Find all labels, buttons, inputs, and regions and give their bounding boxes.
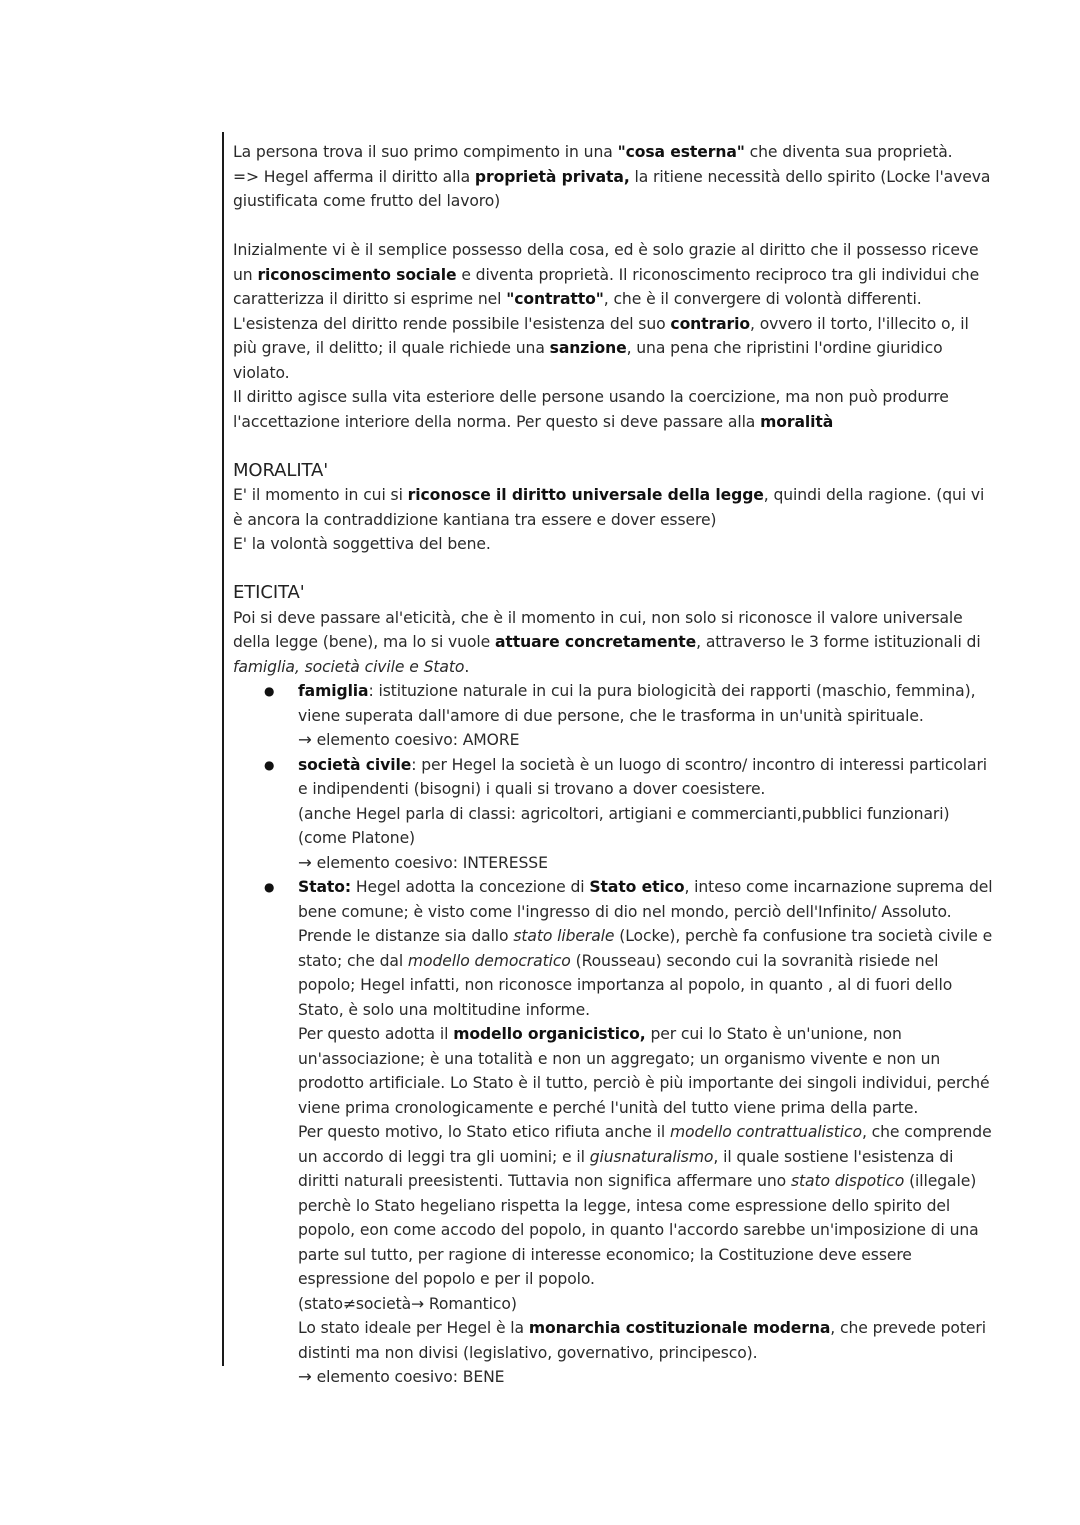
text: : istituzione naturale in cui la pura biologicità dei rapporti (maschio, femmina), viene superata dall'amore di due persone, che le trasforma in un'unità spirituale. <box>298 682 976 725</box>
text: elemento coesivo: AMORE <box>316 731 520 749</box>
text: (anche Hegel parla di classi: agricoltori, artigiani e commercianti,pubblici funzionari) <box>298 804 950 823</box>
text: , che comprende un accordo di leggi tra gli uomini; e il <box>298 1123 992 1166</box>
text: (illegale) perchè lo Stato hegeliano rispetta la legge, intesa come espressione dello spirito del popolo, eon come accodo del popolo, in quanto l'accordo sarebbe un'imposizione di una parte sul tutto, per ragione di interesse economico; la Costituzione deve essere espressione del popolo e per il popolo. <box>298 1172 979 1288</box>
text: => Hegel afferma il diritto alla <box>233 167 475 186</box>
elemento-coesivo <box>298 728 993 753</box>
bold-text: Stato etico <box>589 878 685 896</box>
paragraph <box>233 483 993 532</box>
text: . <box>464 657 470 676</box>
paragraph <box>233 312 993 386</box>
elemento-coesivo <box>298 1365 993 1390</box>
text: L'esistenza del diritto rende possibile l'esistenza del suo <box>233 314 671 333</box>
arrow-icon: → <box>298 730 312 749</box>
list-item-famiglia <box>298 679 993 753</box>
section-heading-moralita: MORALITA' <box>233 459 329 481</box>
text: , il quale sostiene l'esistenza di diritti naturali preesistenti. Tuttavia non significa affermare uno <box>298 1147 954 1190</box>
list-item-societa-civile <box>298 753 993 876</box>
text: Il diritto agisce sulla vita esteriore delle persone usando la coercizione, ma non può produrre l'accettazione interiore della norma. Per questo si deve passare alla <box>233 388 949 431</box>
text: la ritiene necessità dello spirito (Locke l'aveva giustificata come frutto del lavoro) <box>233 167 991 210</box>
bold-text: modello organicistico, <box>453 1025 646 1043</box>
text: Per questo motivo, lo Stato etico rifiuta anche il <box>298 1123 670 1141</box>
bold-text: riconoscimento sociale <box>257 265 457 284</box>
text: , che prevede poteri distinti ma non divisi (legislativo, governativo, principesco). <box>298 1319 986 1362</box>
bullet-list <box>233 679 993 1390</box>
text: (Rousseau) secondo cui la sovranità risiede nel popolo; Hegel infatti, non riconosce importanza al popolo, in quanto , al di fuori dello Stato, è solo una moltitudine informe. <box>298 951 953 1019</box>
text: (Locke), perchè fa confusione tra società civile e stato; che dal <box>298 927 993 970</box>
italic-text: famiglia, società civile e Stato <box>233 657 465 676</box>
bold-text: sanzione <box>549 339 627 357</box>
text: (stato≠società→ Romantico) <box>298 1294 517 1313</box>
arrow-icon: → <box>298 1367 312 1386</box>
text: , attraverso le 3 forme istituzionali di <box>696 633 981 651</box>
text: per cui lo Stato è un'unione, non un'associazione; è una totalità e non un aggregato; un organismo vivente e non un prodotto artificiale. Lo Stato è il tutto, perciò è più importante dei singoli individui, perché viene prima cronologicamente e perché l'unità del tutto viene prima della parte. <box>298 1025 990 1117</box>
bold-text: società civile <box>298 755 412 774</box>
text: , quindi della ragione. (qui vi è ancora la contraddizione kantiana tra essere e dover essere) <box>233 486 985 529</box>
paragraph <box>233 140 993 165</box>
text: elemento coesivo: INTERESSE <box>316 853 548 872</box>
bold-text: "cosa esterna" <box>617 143 745 161</box>
text: , una pena che ripristini l'ordine giuridico violato. <box>233 339 943 382</box>
text: che diventa sua proprietà. <box>744 143 953 161</box>
text: elemento coesivo: BENE <box>316 1368 505 1386</box>
bold-text: famiglia <box>298 682 369 700</box>
notes-page <box>233 140 993 1390</box>
text: La persona trova il suo primo compimento in una <box>233 143 618 161</box>
paragraph <box>233 385 993 434</box>
text: , ovvero il torto, l'illecito o, il più grave, il delitto; il quale richiede una <box>233 314 969 357</box>
bold-text: contrario <box>670 314 750 333</box>
italic-text: modello democratico <box>407 951 571 970</box>
italic-text: modello contrattualistico <box>669 1123 862 1141</box>
elemento-coesivo <box>298 851 993 876</box>
text: : per Hegel la società è un luogo di scontro/ incontro di interessi particolari e indipendenti (bisogni) i quali si trovano a dover coesistere. <box>298 755 988 798</box>
text: Lo stato ideale per Hegel è la <box>298 1319 529 1337</box>
text: Hegel adotta la concezione di <box>351 878 590 896</box>
bold-text: attuare concretamente <box>494 633 697 651</box>
margin-line <box>222 132 224 1366</box>
bold-text: Stato: <box>298 878 352 896</box>
arrow-icon: → <box>298 852 312 872</box>
text: Per questo adotta il <box>298 1025 454 1043</box>
bold-text: riconosce il diritto universale della legge <box>407 486 764 504</box>
section-heading-eticita: ETICITA' <box>233 582 305 603</box>
bold-text: "contratto" <box>506 290 604 308</box>
text: , inteso come incarnazione suprema del bene comune; è visto come l'ingresso di dio nel mondo, perciò dell'Infinito/ Assoluto. <box>298 878 993 921</box>
text: E' il momento in cui si <box>233 486 408 504</box>
text: , che è il convergere di volontà differenti. <box>603 290 922 308</box>
italic-text: giusnaturalismo <box>589 1147 714 1166</box>
italic-text: stato dispotico <box>790 1172 905 1190</box>
text: (come Platone) <box>298 829 416 847</box>
text: e diventa proprietà. Il riconoscimento reciproco tra gli individui che caratterizza il diritto si esprime nel <box>233 265 980 308</box>
paragraph: E' la volontà soggettiva del bene. <box>233 535 491 553</box>
bold-text: proprietà privata, <box>474 167 630 186</box>
text: Poi si deve passare al'eticità, che è il momento in cui, non solo si riconosce il valore universale della legge (bene), ma lo si vuole <box>233 608 963 651</box>
paragraph <box>233 606 993 680</box>
text: Prende le distanze sia dallo <box>298 927 514 945</box>
italic-text: stato liberale <box>513 927 615 945</box>
text: Inizialmente vi è il semplice possesso della cosa, ed è solo grazie al diritto che il possesso riceve un <box>233 241 979 284</box>
paragraph <box>233 238 993 312</box>
bold-text: monarchia costituzionale moderna <box>528 1319 831 1337</box>
paragraph <box>233 165 993 214</box>
bold-text: moralità <box>760 412 834 431</box>
list-item-stato <box>298 875 993 1390</box>
